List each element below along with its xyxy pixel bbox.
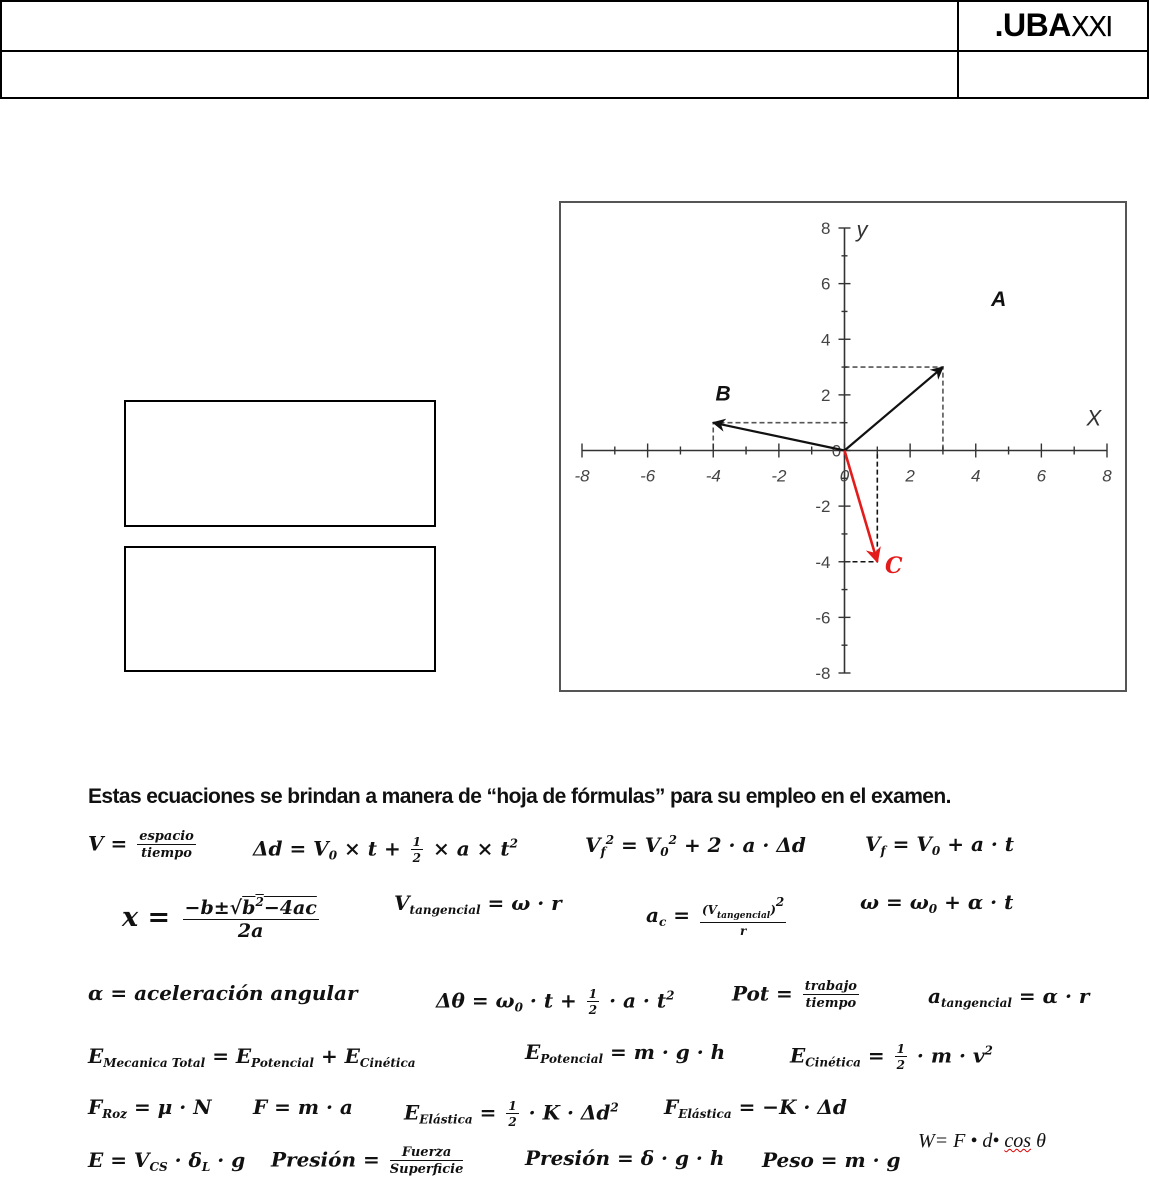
formula-sheet-title: Estas ecuaciones se brindan a manera de “hoja de fórmulas” para su empleo en el examen. [88,785,951,808]
formula-centripetal: $a_c$ = $\frac{(V_{tangencial})^2}{r}$ [646,895,785,938]
vector-label-A: A [991,287,1007,311]
formula-power [732,980,862,1010]
fraction-numerator: espacio [139,829,194,844]
uba-xxi-logo [959,2,1147,50]
formula-omega: $\omega = \omega_0 + \alpha \cdot t$ [860,890,1014,916]
vector-chart [559,201,1127,692]
y-tick-label: -2 [815,497,831,517]
fraction-denominator: tiempo [805,996,857,1011]
formula-vf: $V_f = V_0 + a \cdot t$ [865,832,1015,858]
formula-weight: Peso = m · g [762,1148,901,1172]
fraction-denominator: tiempo [141,846,192,861]
answer-box-1[interactable] [124,400,436,527]
formula-hydrostatic-pressure: Presión = δ · g · h [525,1146,725,1170]
formula-displacement: $\Delta d = V_0 \times t$ + $\frac{1}{2}$ × $a \times t^2$ [253,835,518,865]
formula-elastic-energy: $E_{Elástica}$ = $\frac{1}{2}$ · $K \cdot \Delta d^2$ [404,1099,619,1129]
x-tick-label: -4 [705,466,721,486]
formula-kinetic-energy: $E_{Cinética}$ = $\frac{1}{2}$ · $m \cdot v^2$ [790,1042,993,1072]
vector-label-B: B [715,382,731,406]
x-tick-label: 8 [1102,466,1112,486]
spellcheck-underline: cos [1004,1130,1032,1152]
y-tick-label: -4 [815,552,831,572]
answer-box-2[interactable] [124,546,436,672]
vector-chart-svg [561,203,1125,690]
x-tick-label: -2 [771,466,787,486]
x-tick-label: -6 [640,466,656,486]
y-tick-label: 6 [821,274,831,294]
formula-buoyancy: $E = V_{CS} \cdot \delta_L \cdot g$ [88,1148,246,1174]
logo-uba: UBA [1002,7,1071,43]
y-axis-label: y [856,216,868,242]
document-header [0,0,1149,99]
logo-dot: . [994,7,1003,43]
y-tick-label: -8 [815,664,831,683]
logo-cell [958,1,1148,51]
formula-lhs: V = [88,831,128,856]
vector-A [845,367,943,450]
fraction-numerator: Fuerza [390,1146,464,1161]
formula-potential-energy: $E_{Potencial} = m \cdot g \cdot h$ [525,1040,726,1066]
header-subtitle-cell [1,51,958,98]
formula-v-tangential: $V_{tangencial} = \omega \cdot r$ [394,891,562,917]
y-tick-label: -6 [815,608,831,628]
formula-vf-squared: $V_f^2 = V_0^2 + 2 \cdot a \cdot \Delta d$ [585,833,806,859]
header-page-cell [958,51,1148,98]
header-title-cell [1,1,958,51]
x-tick-label: 0 [839,466,850,486]
formula-work: W= F • d• cos θ [918,1130,1046,1152]
fraction-numerator: trabajo [804,979,857,994]
x-axis-label: X [1086,405,1102,431]
y-tick-label: 8 [821,219,831,238]
formula-a-tangential: $a_{tangencial} = \alpha \cdot r$ [928,984,1090,1010]
formula-elastic-force: $F_{Elástica} = -K \cdot \Delta d$ [664,1095,847,1121]
formula-friction: $F_{Roz} = \mu \cdot N$ [88,1095,212,1121]
x-tick-label: 6 [1036,466,1047,486]
logo-xxi: XXI [1070,10,1112,43]
formula-lhs: Presión = [271,1147,380,1172]
x-tick-label: 4 [971,466,981,486]
x-tick-label: 2 [905,466,915,486]
y-tick-label: 4 [821,330,831,350]
formula-newton: F = m · a [253,1095,353,1119]
formula-alpha-definition: α = aceleración angular [88,981,358,1005]
formula-mechanical-energy: $E_{Mecanica Total} = E_{Potencial} + E_{Cinética}$ [88,1044,416,1070]
y-tick-label: 2 [821,385,831,405]
formula-lhs: Pot = [732,981,793,1006]
x-tick-label: -8 [574,466,590,486]
formula-quadratic: x = $\frac{-b\pm√b^2-4ac}{2a}$ [122,895,317,942]
formula-velocity [88,830,199,860]
formula-delta-theta: $\Delta\theta = \omega_0 \cdot t$ + $\frac{1}{2}$ · $a \cdot t^2$ [436,987,675,1017]
formula-lhs: x = [122,902,171,933]
formula-pressure [271,1146,466,1176]
vector-label-C: C [884,552,903,579]
fraction-denominator: Superficie [389,1162,464,1177]
origin-label: 0 [831,441,842,461]
